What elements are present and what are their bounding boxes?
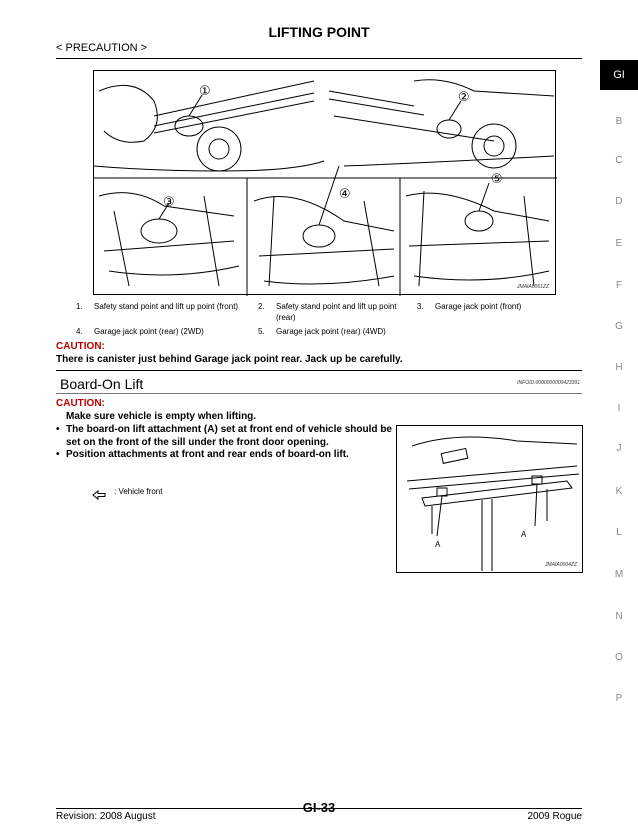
side-tab-f[interactable]: F [615,280,623,291]
list-item: • Position attachments at front and rear ends of board-on lift. [56,449,349,460]
legend-num-1: 1. [76,302,83,311]
lifting-points-illustration [94,71,557,296]
side-tab-c[interactable]: C [615,155,623,166]
callout-4: ④ [339,186,351,201]
legend-text-3: Garage jack point (front) [435,302,522,311]
vehicle-front-arrow-icon [92,487,106,505]
callout-1: ① [199,83,211,98]
figure-code-small: JMAIA0004ZZ [545,562,577,568]
side-tab-l[interactable]: L [616,527,622,538]
side-tab-k[interactable]: K [615,486,623,497]
legend-text-2: Safety stand point and lift up point (rear) [276,302,397,322]
attachment-label-a-front: A [435,540,441,549]
side-tab-o[interactable]: O [615,652,623,663]
lifting-points-figure [93,70,556,295]
board-on-lift-figure [396,425,583,573]
info-id: INFOID:0000000000423391 [517,380,580,386]
footer-model: 2009 Rogue [527,811,582,822]
side-tab-g[interactable]: G [615,321,623,332]
figure-code: JMAIA0061ZZ [517,284,549,290]
caution-intro-2: Make sure vehicle is empty when lifting. [66,411,257,422]
arrow-legend-text: : Vehicle front [114,487,163,496]
side-tab-gi[interactable]: GI [600,60,638,90]
legend-num-3: 3. [417,302,424,311]
side-tab-n[interactable]: N [615,611,623,622]
caution-text-1: There is canister just behind Garage jack point rear. Jack up be carefully. [56,354,403,365]
legend-num-2: 2. [258,302,265,311]
section-underline [56,393,582,394]
list-item: • The board-on lift attachment (A) set at front end of vehicle should be set on the front of the sill under the front door opening. [56,424,392,448]
side-tab-b[interactable]: B [615,116,623,127]
page-number: GI-33 [302,800,336,815]
legend-num-4: 4. [76,327,83,336]
caution-label-1: CAUTION: [56,341,105,352]
footer-revision: Revision: 2008 August [56,811,156,822]
side-tab-m[interactable]: M [614,569,624,580]
caution-bullets [56,424,392,462]
callout-3: ③ [163,194,175,209]
side-tab-h[interactable]: H [615,362,623,373]
side-tab-p[interactable]: P [615,693,623,704]
board-on-lift-illustration [397,426,584,574]
page-title: LIFTING POINT [268,24,370,40]
section-title: Board-On Lift [60,376,144,392]
breadcrumb: < PRECAUTION > [56,42,148,54]
callout-2: ② [458,89,470,104]
section-divider [56,370,582,371]
side-tab-d[interactable]: D [615,196,623,207]
side-tab-j[interactable]: J [616,443,622,454]
callout-5: ⑤ [491,171,503,186]
legend-text-1: Safety stand point and lift up point (front) [94,302,239,311]
caution-label-2: CAUTION: [56,398,105,409]
side-tab-e[interactable]: E [615,238,623,249]
side-tab-i[interactable]: I [617,403,621,414]
legend-text-4: Garage jack point (rear) (2WD) [94,327,204,336]
attachment-label-a-rear: A [521,530,527,539]
legend-num-5: 5. [258,327,265,336]
header-divider [56,58,582,59]
legend-text-5: Garage jack point (rear) (4WD) [276,327,386,336]
